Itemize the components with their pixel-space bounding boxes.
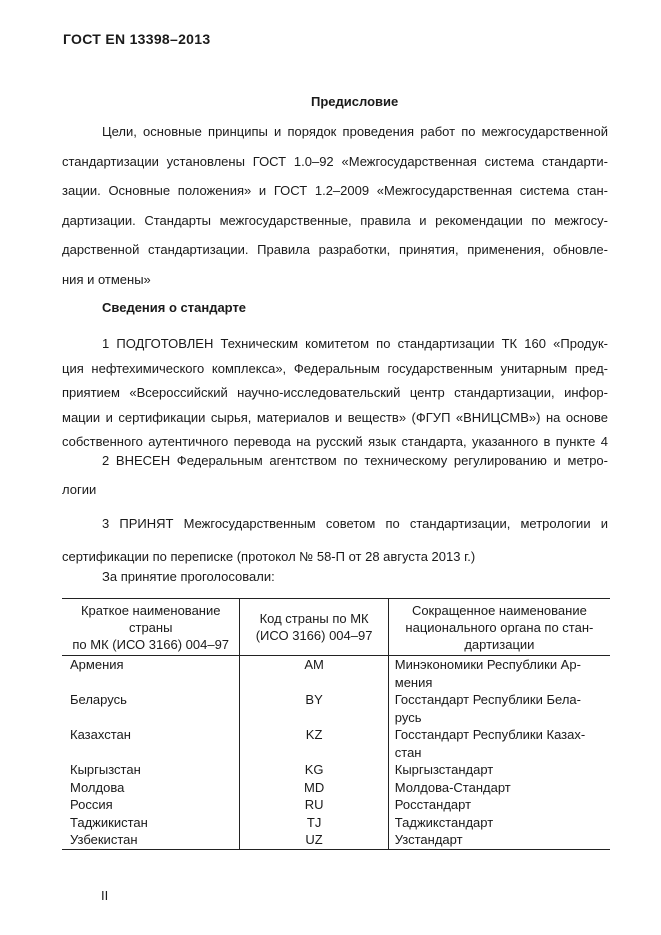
item-1-prepared (62, 332, 608, 455)
country-name: Армения (70, 657, 124, 672)
country-code: BY (240, 691, 388, 726)
preface-line: дартизации. Стандарты межгосударственные, правила и рекомендации по межгосу- (62, 212, 608, 228)
country-code: MD (240, 779, 388, 797)
table-row (62, 796, 610, 814)
country-name: Узбекистан (62, 831, 240, 849)
country-code: UZ (240, 831, 388, 849)
preface-paragraph (62, 117, 608, 295)
national-body: Госстандарт Республики Казах- стан (388, 726, 610, 761)
header-country-name: Краткое наименование страны по МК (ИСО 3166) 004–97 (62, 599, 240, 656)
country-name: Россия (70, 797, 113, 812)
national-body: Кыргызстандарт (388, 761, 610, 779)
table-header-row (62, 599, 610, 656)
item-3-line: сертификации по переписке (протокол № 58-П от 28 августа 2013 г.) (62, 549, 476, 564)
country-code: KZ (240, 726, 388, 761)
voting-states-table (62, 598, 610, 850)
item-2-introduced (62, 446, 608, 504)
preface-line: ния и отмены» (62, 271, 151, 287)
country-code: TJ (240, 814, 388, 832)
preface-line: Цели, основные принципы и порядок проведения работ по межгосударственной (102, 124, 608, 139)
item-2-line: логии (62, 482, 97, 497)
country-name: Казахстан (70, 727, 131, 742)
item-1-line: приятием «Всероссийский научно-исследовательский центр стандартизации, инфор- (62, 385, 608, 400)
item-1-line: ция нефтехимического комплекса», Федеральным государственным унитарным пред- (62, 360, 608, 376)
voted-label: За принятие проголосовали: (102, 569, 275, 584)
preface-title: Предисловие (311, 94, 399, 109)
national-body: Молдова-Стандарт (388, 779, 610, 797)
table-row (62, 831, 610, 849)
item-2-line: 2 ВНЕСЕН Федеральным агентством по техническому регулированию и метро- (102, 453, 608, 468)
header-national-body: Сокращенное наименование национального органа по стан- дартизации (388, 599, 610, 656)
table-row (62, 761, 610, 779)
item-1-line: мации и сертификации сырья, материалов и веществ» (ФГУП «ВНИЦСМВ») на основе (62, 409, 608, 425)
country-code: KG (240, 761, 388, 779)
table-row (62, 726, 610, 761)
table-row (62, 814, 610, 832)
item-1-line: собственного аутентичного перевода на русский язык стандарта, указанного в пункте 4 (62, 434, 608, 449)
country-code: RU (240, 796, 388, 814)
national-body: Росстандарт (388, 796, 610, 814)
preface-line: зации. Основные положения» и ГОСТ 1.2–2009 «Межгосударственная система стан- (62, 183, 608, 199)
table-row (62, 691, 610, 726)
item-3-line: 3 ПРИНЯТ Межгосударственным советом по стандартизации, метрологии и (102, 516, 608, 531)
national-body: Госстандарт Республики Бела- русь (388, 691, 610, 726)
national-body: Узстандарт (388, 831, 610, 849)
country-code: AM (240, 656, 388, 692)
country-name: Молдова (70, 779, 125, 795)
table-row (62, 656, 610, 692)
country-name: Кыргызстан (70, 762, 141, 777)
item-3-adopted (62, 507, 608, 573)
country-name: Беларусь (70, 692, 127, 707)
header-country-code: Код страны по МК (ИСО 3166) 004–97 (240, 599, 388, 656)
national-body: Минэкономики Республики Ар- мения (388, 656, 610, 692)
page-number: II (101, 888, 109, 903)
document-id-header: ГОСТ EN 13398–2013 (63, 31, 211, 47)
item-1-line: 1 ПОДГОТОВЛЕН Техническим комитетом по стандартизации ТК 160 «Продук- (102, 336, 608, 351)
country-name: Таджикистан (70, 814, 148, 830)
preface-line: стандартизации установлены ГОСТ 1.0–92 «Межгосударственная система стандарти- (62, 153, 608, 169)
national-body: Таджикстандарт (388, 814, 610, 832)
table-row (62, 779, 610, 797)
standard-info-title: Сведения о стандарте (102, 300, 247, 315)
preface-line: дарственной стандартизации. Правила разработки, принятия, применения, обновле- (62, 242, 608, 258)
